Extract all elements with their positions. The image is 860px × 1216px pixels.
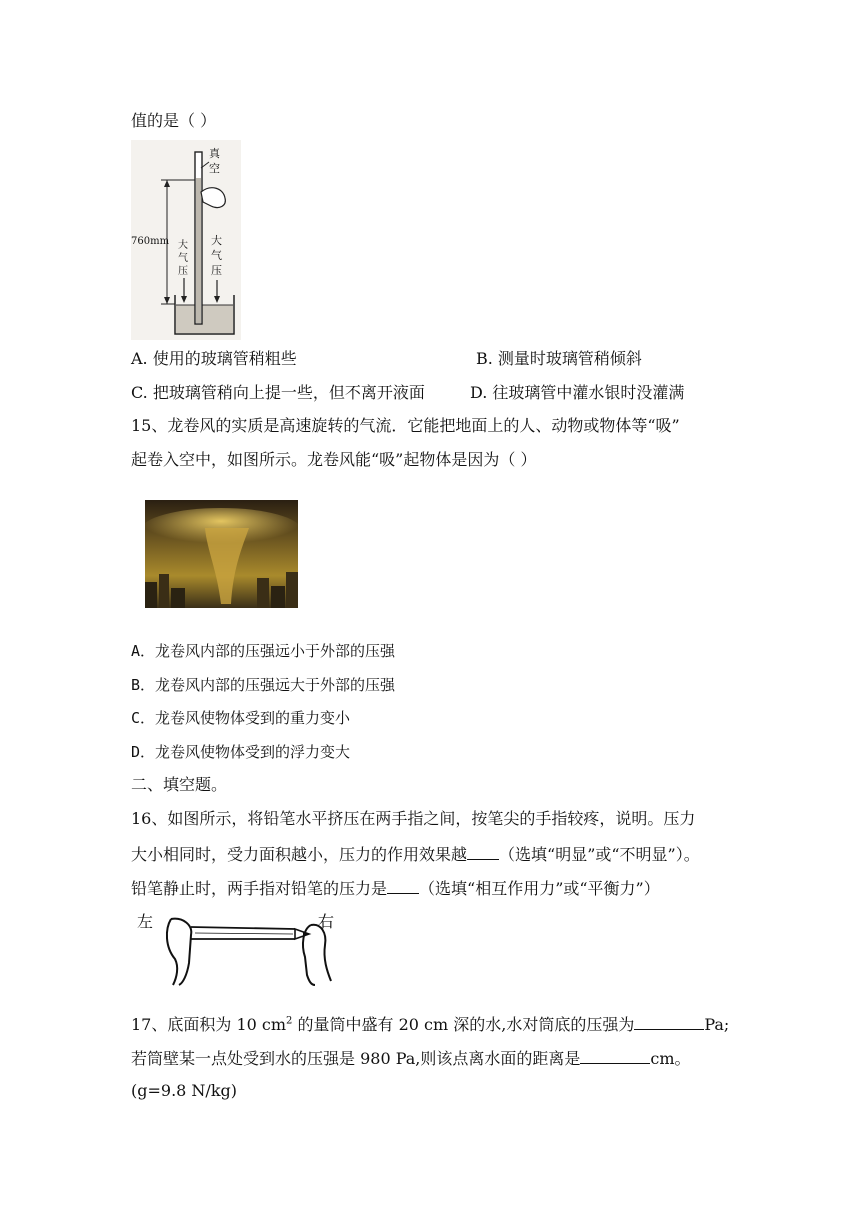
label-vacuum-1: 真 (209, 147, 220, 160)
label-atm-left-3: 压 (178, 266, 188, 277)
label-atm-right-2: 气 (211, 249, 222, 262)
q15-option-d: D．龙卷风使物体受到的浮力变大 (131, 743, 351, 761)
q17-superscript: 2 (286, 1015, 293, 1027)
label-atm-right-3: 压 (211, 264, 222, 277)
q16-line-3-text-a: 铅笔静止时，两手指对铅笔的压力是 (131, 879, 388, 898)
q17-line-2-text-b: cm。 (650, 1049, 691, 1068)
pencil-fingers-figure (135, 905, 345, 987)
label-height: 760mm (131, 236, 170, 247)
q16-line-3 (131, 877, 660, 899)
label-atm-left-1: 大 (178, 240, 188, 251)
tornado-photo (145, 500, 298, 608)
label-right: 右 (318, 912, 335, 931)
label-atm-right-1: 大 (211, 234, 222, 247)
q16-line-1: 16、如图所示，将铅笔水平挤压在两手指之间，按笔尖的手指较疼，说明。压力 (131, 809, 696, 828)
q16-line-3-text-b: （选填“相互作用力”或“平衡力”） (419, 879, 660, 898)
q15-line-1: 15、龙卷风的实质是高速旋转的气流．它能把地面上的人、动物或物体等“吸” (131, 416, 680, 435)
q17-blank-1[interactable] (634, 1013, 704, 1030)
barometer-figure (131, 140, 241, 340)
q17-line-1-text-a: 17、底面积为 10 cm (131, 1015, 287, 1034)
q14-option-b: B. 测量时玻璃管稍倾斜 (476, 349, 642, 368)
q15-option-c: C．龙卷风使物体受到的重力变小 (131, 709, 351, 727)
q15-line-2: 起卷入空中，如图所示。龙卷风能“吸”起物体是因为（ ） (131, 450, 537, 469)
q17-line-2-text-a: 若筒壁某一点处受到水的压强是 980 Pa,则该点离水面的距离是 (131, 1049, 581, 1068)
label-vacuum-2: 空 (209, 162, 220, 175)
q17-line-1 (131, 1013, 729, 1035)
q16-line-2 (131, 843, 700, 865)
label-atm-left-2: 气 (178, 253, 188, 264)
q17-line-1-text-c: Pa; (704, 1015, 730, 1034)
q17-line-1-text-b: 的量筒中盛有 20 cm 深的水,水对筒底的压强为 (292, 1015, 635, 1034)
q16-line-2-text-a: 大小相同时，受力面积越小，压力的作用效果越 (131, 845, 468, 864)
q14-option-a: A. 使用的玻璃管稍粗些 (131, 349, 297, 368)
q16-line-2-text-b: （选填“明显”或“不明显”）。 (499, 845, 700, 864)
q17-blank-2[interactable] (580, 1047, 650, 1064)
q16-blank-1[interactable] (467, 843, 499, 860)
q14-option-d: D. 往玻璃管中灌水银时没灌满 (470, 383, 685, 402)
q14-option-c: C. 把玻璃管稍向上提一些，但不离开液面 (131, 383, 425, 402)
q14-stem-tail: 值的是（ ） (131, 111, 217, 130)
q17-line-2 (131, 1047, 691, 1069)
q16-blank-2[interactable] (387, 877, 419, 894)
q15-option-b: B．龙卷风内部的压强远大于外部的压强 (131, 676, 396, 694)
q17-line-3: (g=9.8 N/kg) (131, 1081, 237, 1100)
section-heading: 二、填空题。 (131, 775, 228, 794)
q15-option-a: A．龙卷风内部的压强远小于外部的压强 (131, 642, 396, 660)
label-left: 左 (137, 912, 154, 931)
